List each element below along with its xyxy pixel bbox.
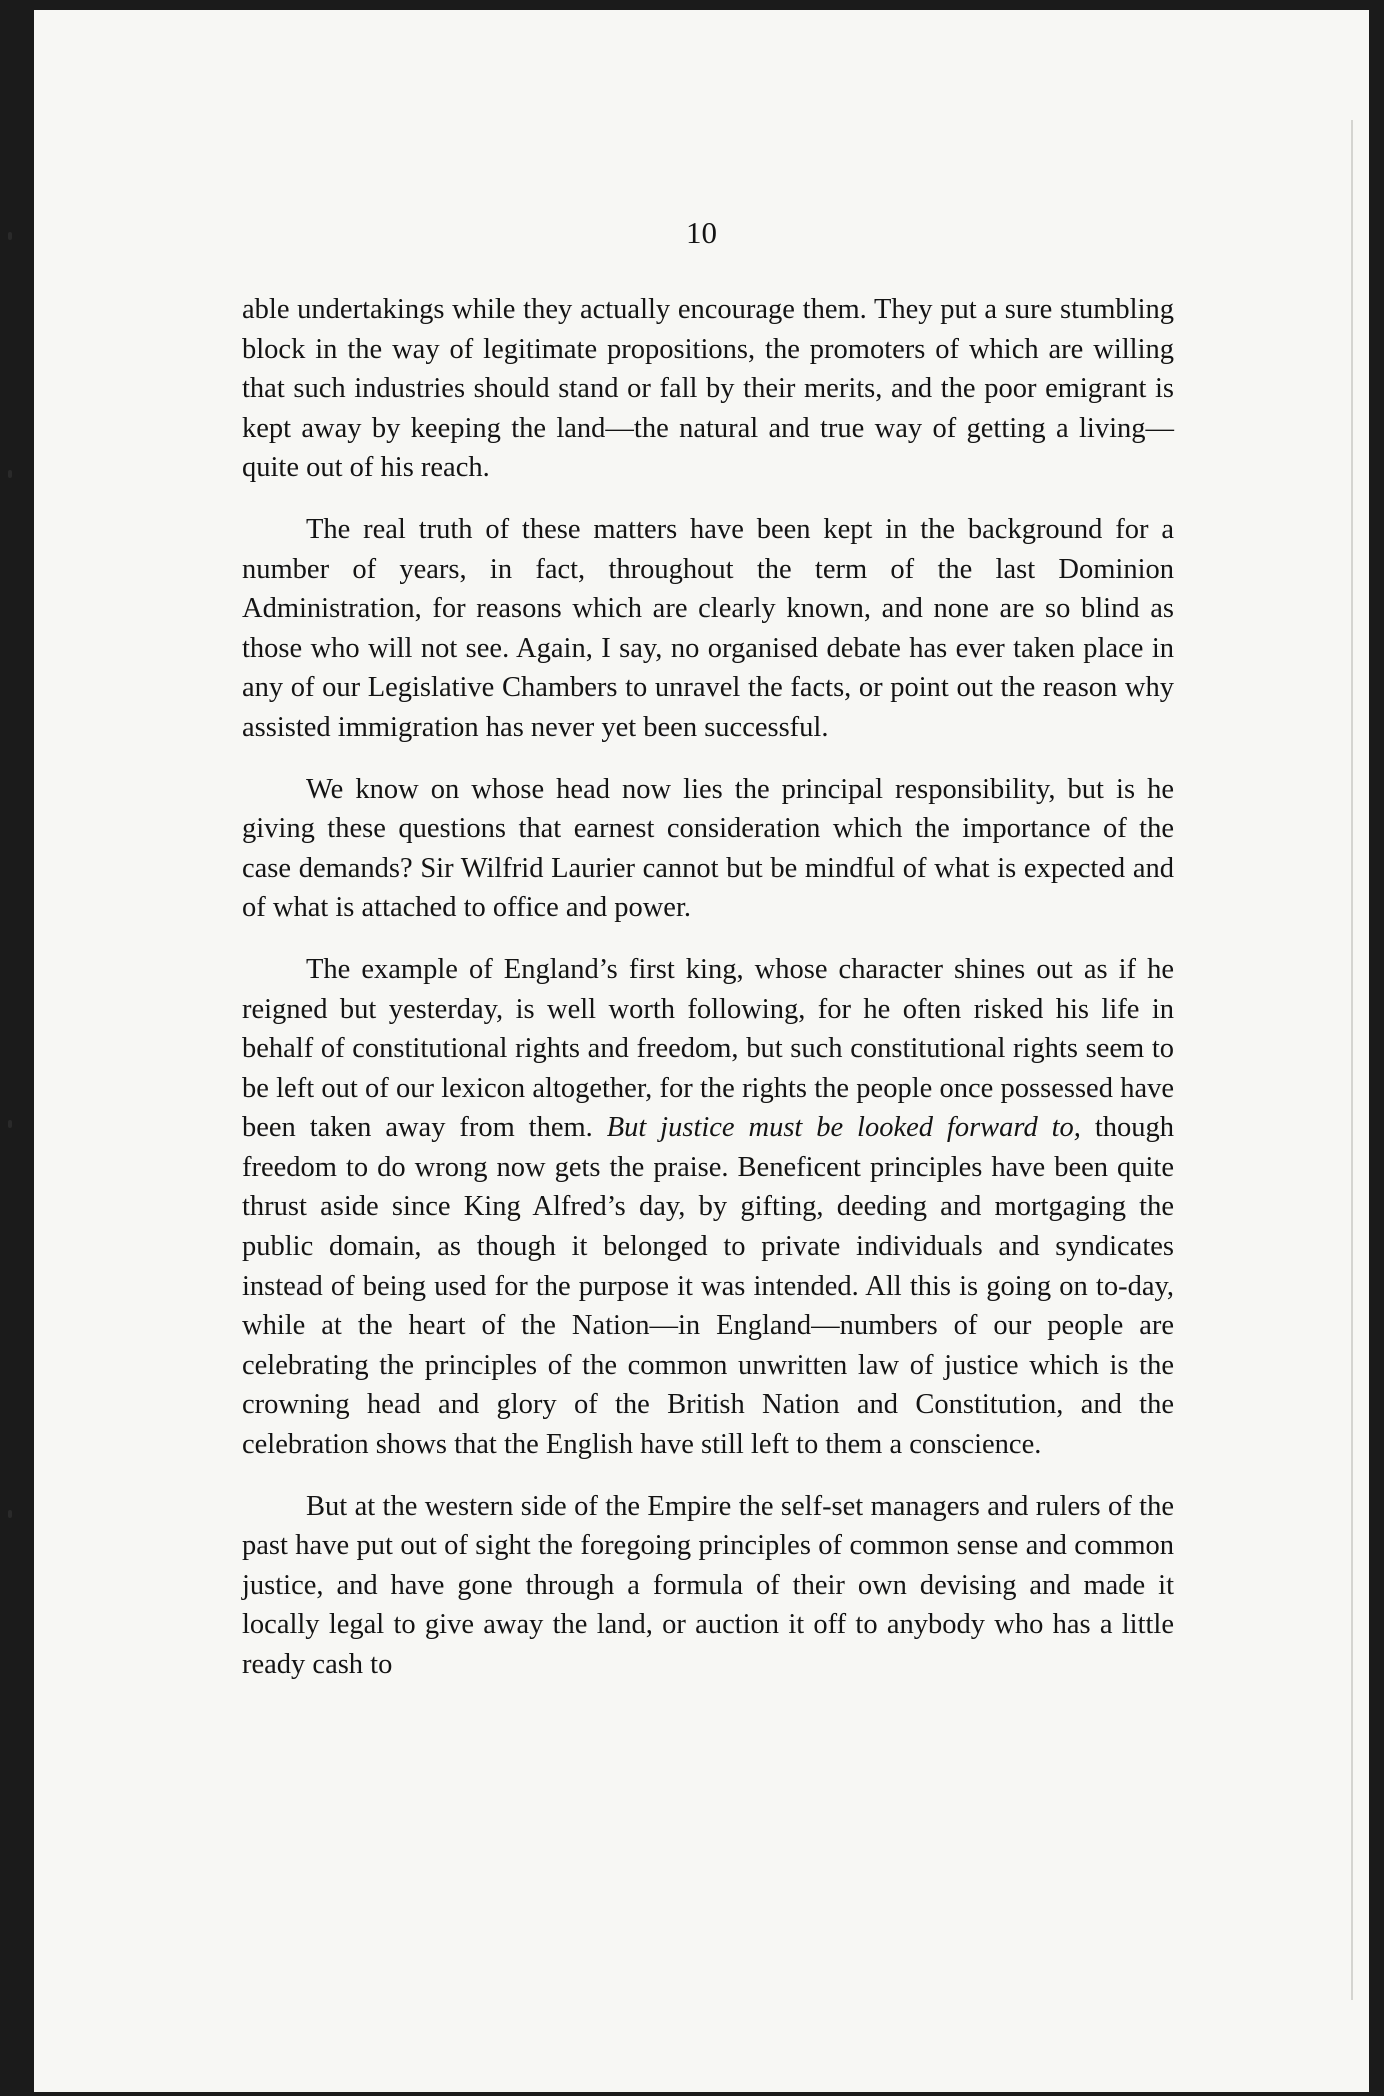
paragraph-1 <box>242 290 1174 488</box>
page-fold-shadow <box>1351 120 1353 2000</box>
scan-speck <box>8 1120 12 1128</box>
paragraph-5-text: But at the western side of the Empire the self-set managers and rulers of the past have put out of sight the foregoing principles of common sense and common justice, and have gone through a formula of their own devising and made it locally legal to give away the land, or auction it off to anybody who has a little ready cash to <box>242 1490 1174 1680</box>
paragraph-3-text: We know on whose head now lies the principal responsibility, but is he giving these questions that earnest consideration which the importance of the case demands? Sir Wilfrid Laurier cannot but be mindful of what is expected and of what is attached to office and power. <box>242 773 1174 924</box>
scan-speck <box>8 232 12 240</box>
paragraph-4-text-b: though freedom to do wrong now gets the praise. Beneficent principles have been quite thrust aside since King Alfred’s day, by gifting, deeding and mortgaging the public domain, as though it belonged to private individuals and syndicates instead of being used for the purpose it was intended. All this is going on to-day, while at the heart of the Nation—in England—numbers of our people are celebrating the principles of the common unwritten law of justice which is the crowning head and glory of the British Nation and Constitution, and the celebration shows that the English have still left to them a conscience. <box>242 1112 1174 1461</box>
paragraph-5 <box>242 1487 1174 1685</box>
body-text <box>242 290 1174 1685</box>
paragraph-4-text-a: The example of England’s first king, whose character shines out as if he reigned but yesterday, is well worth following, for he often risked his life in behalf of constitutional rights and freedom, but such constitutional rights seem to be left out of our lexicon altogether, for the rights the people once possessed have been taken away from them. <box>242 953 1174 1144</box>
paragraph-3 <box>242 770 1174 928</box>
paragraph-1-text: able undertakings while they actually encourage them. They put a sure stumbling block in the way of legitimate propositions, the promoters of which are willing that such industries should stand or fall by their merits, and the poor emigrant is kept away by keeping the land—the natural and true way of getting a living—quite out of his reach. <box>242 294 1174 484</box>
paragraph-4 <box>242 950 1174 1465</box>
paragraph-4-italic-phrase: But justice must be looked forward to, <box>606 1112 1081 1144</box>
document-page <box>34 10 1369 2092</box>
paragraph-2 <box>242 510 1174 748</box>
paragraph-2-text: The real truth of these matters have been kept in the background for a number of years, in fact, throughout the term of the last Dominion Administration, for reasons which are clearly known, and none are so blind as those who will not see. Again, I say, no organised debate has ever taken place in any of our Legislative Chambers to unravel the facts, or point out the reason why assisted immigration has never yet been successful. <box>242 513 1174 743</box>
scan-speck <box>8 1510 12 1518</box>
page-number: 10 <box>686 215 717 250</box>
scan-speck <box>8 470 12 478</box>
